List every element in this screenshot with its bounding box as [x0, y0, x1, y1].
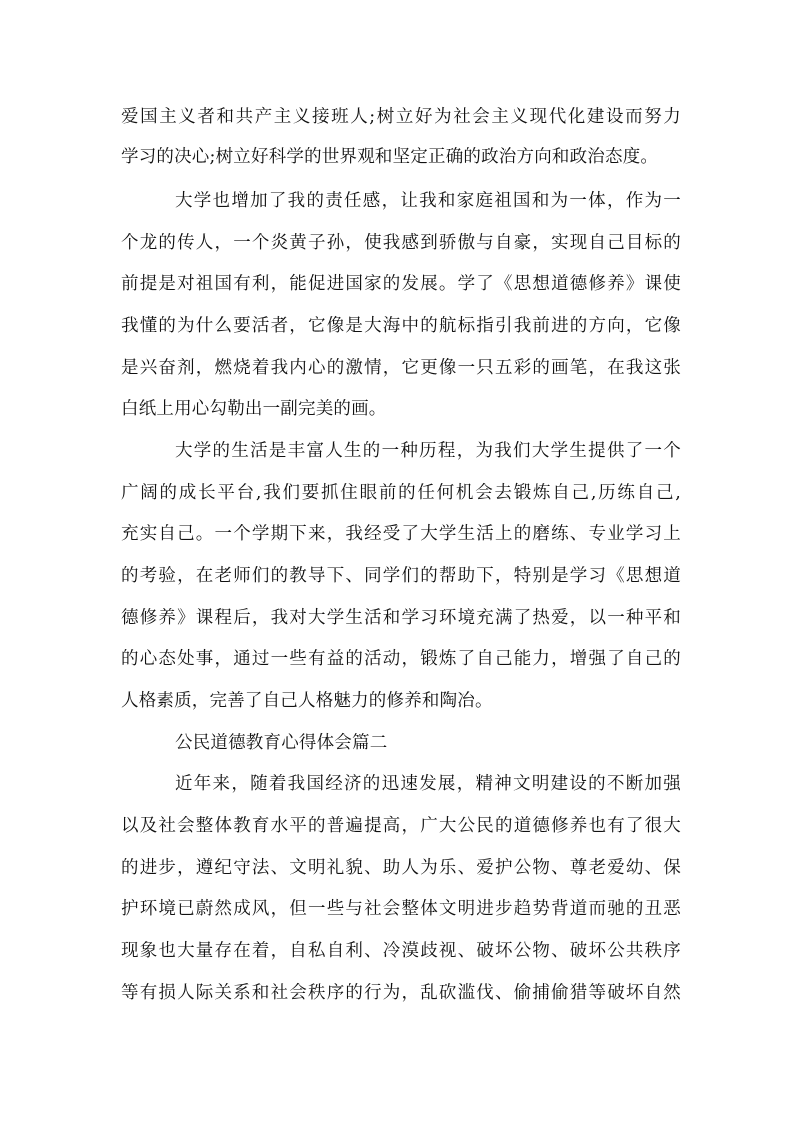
paragraph-first-line: 大学也增加了我的责任感，让我和家庭祖国和为一体，作为一 [175, 191, 681, 211]
text-line: 现象也大量存在着，自私自利、冷漠歧视、破坏公物、破坏公共秩序 [121, 941, 681, 961]
text-line: 护环境已蔚然成风，但一些与社会整体文明进步趋势背道而驰的丑恶 [121, 899, 681, 919]
text-line: 白纸上用心勾勒出一副完美的画。 [121, 399, 387, 419]
paragraph-first-line: 近年来，随着我国经济的迅速发展，精神文明建设的不断加强 [175, 774, 681, 794]
text-line: 德修养》课程后，我对大学生活和学习环境充满了热爱，以一种平和 [121, 608, 681, 628]
text-line: 广阔的成长平台,我们要抓住眼前的任何机会去锻炼自己,历练自己, [121, 483, 681, 503]
text-line: 等有损人际关系和社会秩序的行为，乱砍滥伐、偷捕偷猎等破坏自然 [121, 983, 681, 1003]
text-line: 爱国主义者和共产主义接班人;树立好为社会主义现代化建设而努力 [121, 107, 681, 127]
text-line: 是兴奋剂，燃烧着我内心的激情，它更像一只五彩的画笔，在我这张 [121, 358, 681, 378]
text-line: 前提是对祖国有利，能促进国家的发展。学了《思想道德修养》课使 [121, 274, 681, 294]
text-line: 的心态处事，通过一些有益的活动，锻炼了自己能力，增强了自己的 [121, 649, 681, 669]
text-line: 我懂的为什么要活者，它像是大海中的航标指引我前进的方向，它像 [121, 316, 681, 336]
text-line: 充实自己。一个学期下来，我经受了大学生活上的磨练、专业学习上 [121, 524, 681, 544]
section-heading: 公民道德教育心得体会篇二 [175, 733, 388, 753]
text-line: 个龙的传人，一个炎黄子孙，使我感到骄傲与自豪，实现自己目标的 [121, 233, 681, 253]
text-line: 学习的决心;树立好科学的世界观和坚定正确的政治方向和政治态度。 [121, 147, 659, 167]
paragraph-first-line: 大学的生活是丰富人生的一种历程，为我们大学生提供了一个 [175, 441, 681, 461]
text-line: 人格素质，完善了自己人格魅力的修养和陶冶。 [121, 691, 493, 711]
text-line: 的考验，在老师们的教导下、同学们的帮助下，特别是学习《思想道 [121, 566, 681, 586]
text-line: 的进步，遵纪守法、文明礼貌、助人为乐、爱护公物、尊老爱幼、保 [121, 858, 681, 878]
text-line: 以及社会整体教育水平的普遍提高，广大公民的道德修养也有了很大 [121, 816, 681, 836]
